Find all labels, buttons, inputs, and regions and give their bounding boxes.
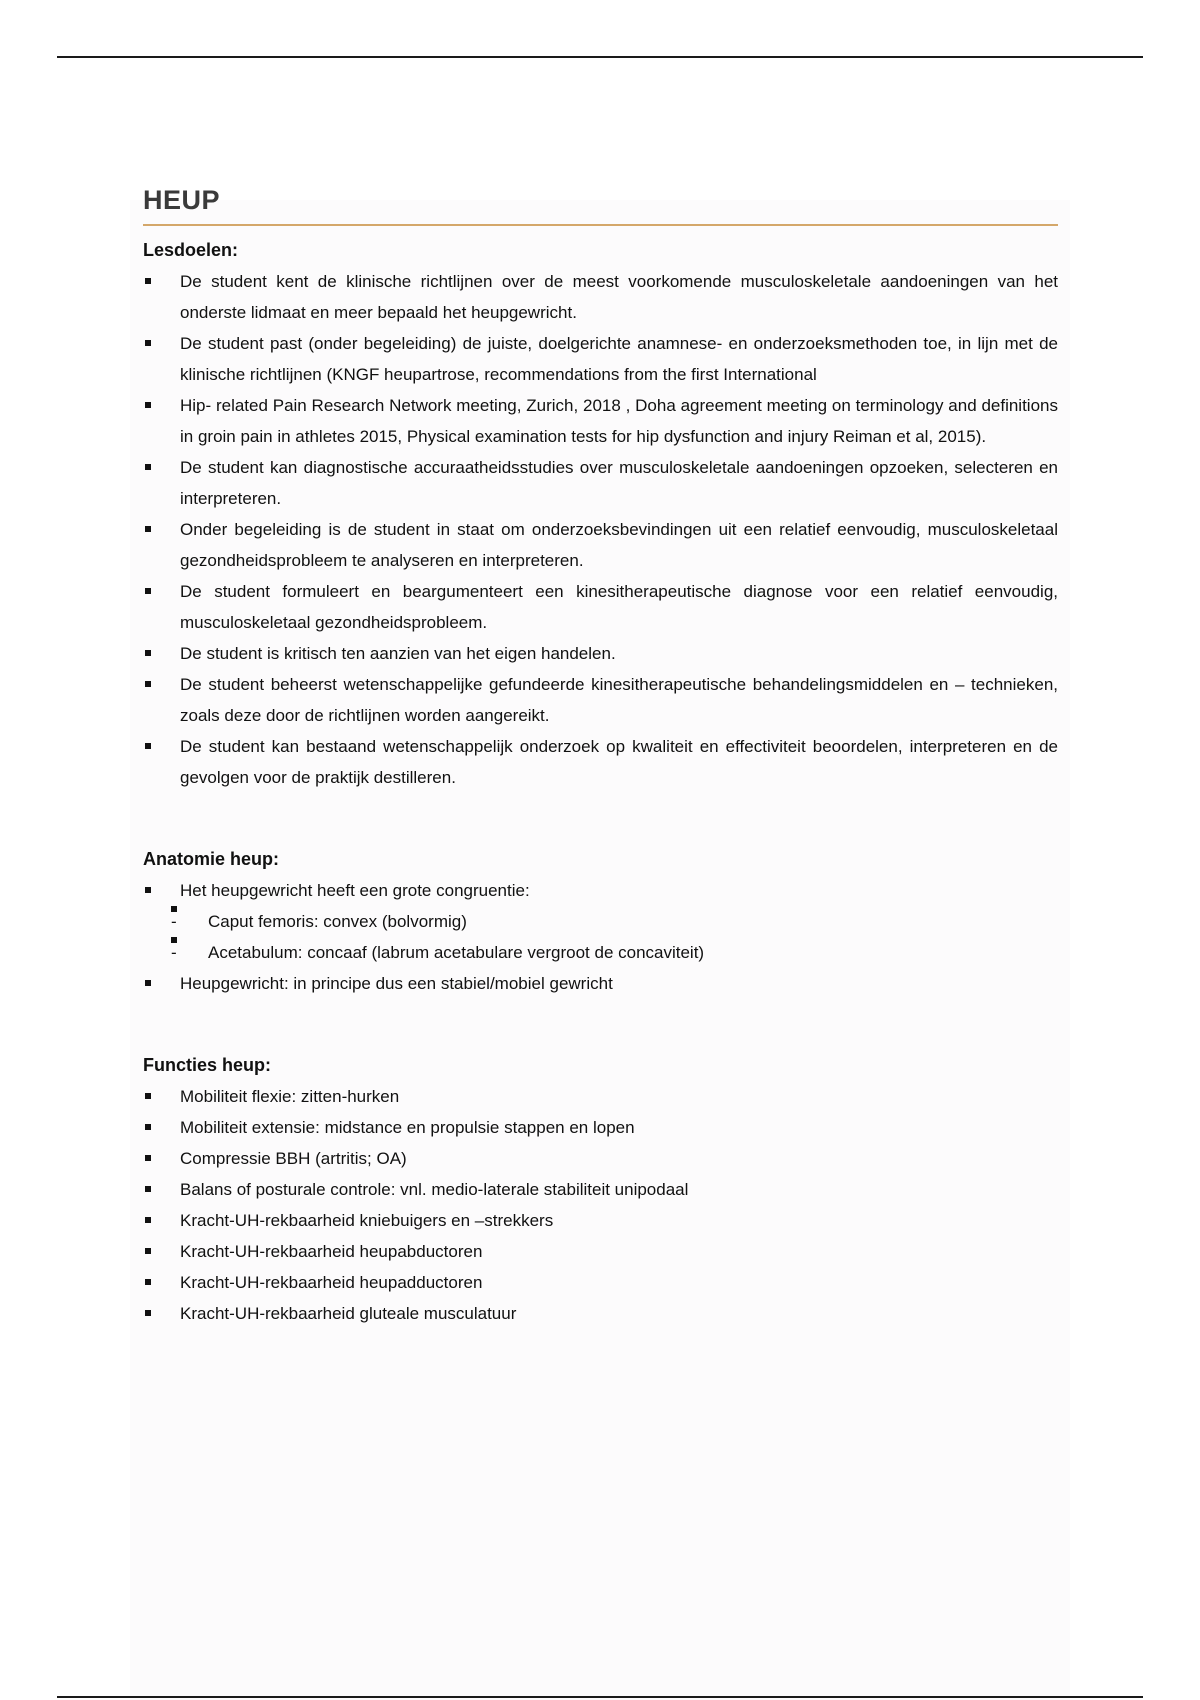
list-item: De student is kritisch ten aanzien van het eigen handelen. [143, 638, 1058, 669]
list-item: De student kan bestaand wetenschappelijk onderzoek op kwaliteit en effectiviteit beoordelen, interpreteren en de gevolgen voor de praktijk destilleren. [143, 731, 1058, 793]
anatomie-sublist [143, 906, 1058, 968]
list-item: Compressie BBH (artritis; OA) [143, 1143, 1058, 1174]
list-item: De student past (onder begeleiding) de juiste, doelgerichte anamnese- en onderzoeksmethoden toe, in lijn met de klinische richtlijnen (KNGF heupartrose, recommendations from the first International [143, 328, 1058, 390]
list-item: Kracht-UH-rekbaarheid gluteale musculatuur [143, 1298, 1058, 1329]
list-item-text: Het heupgewricht heeft een grote congruentie: [180, 881, 530, 900]
list-item: De student formuleert en beargumenteert een kinesitherapeutische diagnose voor een relatief eenvoudig, musculoskeletaal gezondheidsprobleem. [143, 576, 1058, 638]
list-item: Heupgewricht: in principe dus een stabiel/mobiel gewricht [143, 968, 1058, 999]
functies-heading: Functies heup: [143, 1055, 272, 1075]
list-item: Mobiliteit flexie: zitten-hurken [143, 1081, 1058, 1112]
lesdoelen-list [143, 266, 1058, 793]
header-rule [57, 56, 1143, 58]
list-item: Mobiliteit extensie: midstance en propulsie stappen en lopen [143, 1112, 1058, 1143]
list-item [143, 875, 1058, 968]
list-item: De student kan diagnostische accuraatheidsstudies over musculoskeletale aandoeningen opzoeken, selecteren en interpreteren. [143, 452, 1058, 514]
anatomie-heading: Anatomie heup: [143, 849, 280, 869]
anatomie-list [143, 875, 1058, 999]
sub-list-item: - Caput femoris: convex (bolvormig) [143, 906, 1058, 937]
list-item: Hip- related Pain Research Network meeting, Zurich, 2018 , Doha agreement meeting on terminology and definitions in groin pain in athletes 2015, Physical examination tests for hip dysfunction and injury Reiman et al, 2015). [143, 390, 1058, 452]
footer-rule [57, 1696, 1143, 1698]
functies-list [143, 1081, 1058, 1329]
lesdoelen-section [143, 238, 1058, 793]
list-item: Kracht-UH-rekbaarheid heupadductoren [143, 1267, 1058, 1298]
anatomie-section [143, 847, 1058, 999]
page-title: HEUP [143, 182, 1058, 226]
list-item: Balans of posturale controle: vnl. medio-laterale stabiliteit unipodaal [143, 1174, 1058, 1205]
list-item: Kracht-UH-rekbaarheid kniebuigers en –strekkers [143, 1205, 1058, 1236]
page-content [143, 182, 1058, 1329]
list-item: De student kent de klinische richtlijnen over de meest voorkomende musculoskeletale aandoeningen van het onderste lidmaat en meer bepaald het heupgewricht. [143, 266, 1058, 328]
lesdoelen-heading: Lesdoelen: [143, 240, 239, 260]
functies-section [143, 1053, 1058, 1329]
sub-list-item: - Acetabulum: concaaf (labrum acetabulare vergroot de concaviteit) [143, 937, 1058, 968]
list-item: Kracht-UH-rekbaarheid heupabductoren [143, 1236, 1058, 1267]
list-item: Onder begeleiding is de student in staat om onderzoeksbevindingen uit een relatief eenvoudig, musculoskeletaal gezondheidsprobleem te analyseren en interpreteren. [143, 514, 1058, 576]
list-item: De student beheerst wetenschappelijke gefundeerde kinesitherapeutische behandelingsmiddelen en – technieken, zoals deze door de richtlijnen worden aangereikt. [143, 669, 1058, 731]
